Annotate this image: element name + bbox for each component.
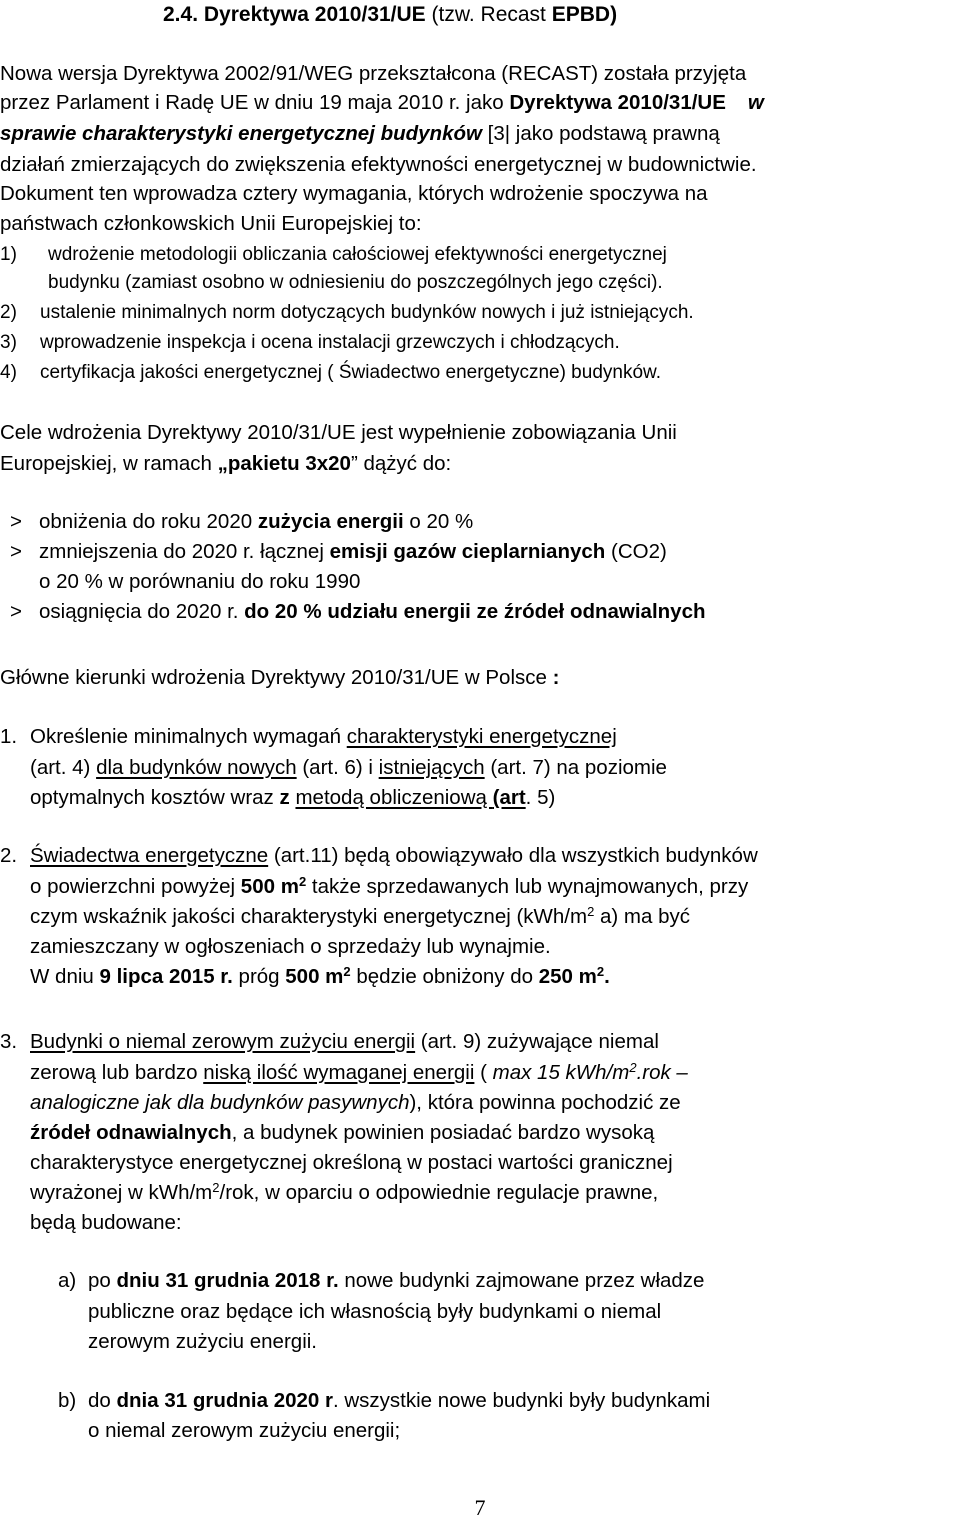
intro-line-3: sprawie charakterystyki energetycznej budynków [3| jako podstawą prawną [0, 122, 720, 145]
deadline-a-line-3: zerowym zużyciu energii. [88, 1330, 317, 1353]
deadline-b-line-2: o niemal zerowym zużyciu energii; [88, 1419, 401, 1442]
goal-item: > osiągnięcia do 2020 r. do 20 % udziału energii ze źródeł odnawialnych [0, 597, 706, 627]
list-item: 2) ustalenie minimalnych norm dotyczących budynków nowych i już istniejących. [0, 302, 694, 323]
section-heading [163, 0, 617, 30]
goal-item-continuation: o 20 % w porównaniu do roku 1990 [39, 570, 361, 593]
intro-line-1: Nowa wersja Dyrektywa 2002/91/WEG przekształcona (RECAST) została przyjęta [0, 62, 747, 85]
deadline-label: b) [58, 1389, 77, 1412]
point-3-line-2: zerową lub bardzo niską ilość wymaganej energii ( max 15 kWh/$m^2.rok$ – [30, 1060, 688, 1084]
point-2-line-2: o powierzchni powyżej 500 $m^2$ także sprzedawanych lub wynajmowanych, przy [30, 874, 749, 898]
point-2-line-3: czym wskaźnik jakości charakterystyki energetycznej ($kWh/m^2$ a) ma być [30, 904, 691, 928]
deadline-a-line-2: publiczne oraz będące ich własnością były budynkami o niemal [88, 1300, 662, 1323]
section-title: Dyrektywa 2010/31/UE [203, 3, 426, 26]
point-3-line-6: wyrażonej w kWh/$m^2$/rok, w oparciu o odpowiednie regulacje prawne, [30, 1180, 659, 1204]
goal-item: > zmniejszenia do 2020 r. łącznej emisji gazów cieplarnianych (CO2) [0, 537, 667, 567]
point-3-line-5: charakterystyce energetycznej określoną w postaci wartości granicznej [30, 1151, 673, 1174]
deadline-label: a) [58, 1269, 77, 1292]
goals-intro-line-2: Europejskiej, w ramach „pakietu 3x20” dążyć do: [0, 452, 452, 475]
point-1-line-2: (art. 4) dla budynków nowych (art. 6) i istniejących (art. 7) na poziomie [30, 756, 667, 779]
point-1-line-3: optymalnych kosztów wraz z metodą obliczeniową (art. 5) [30, 786, 556, 809]
list-item: 4) certyfikacja jakości energetycznej ( Świadectwo energetyczne) budynków. [0, 362, 661, 383]
point-number: 3. [0, 1030, 18, 1053]
point-2-line-1: 2. Świadectwa energetyczne (art.11) będą obowiązywało dla wszystkich budynków [0, 841, 758, 871]
intro-line-4: działań zmierzających do zwiększenia efektywności energetycznej w budownictwie. [0, 153, 757, 176]
section-alias: (tzw. Recast [431, 3, 546, 26]
intro-line-2: przez Parlament i Radę UE w dniu 19 maja 2010 r. jako Dyrektywa 2010/31/UE w [0, 91, 764, 114]
intro-line-5: Dokument ten wprowadza cztery wymagania, których wdrożenie spoczywa na [0, 182, 708, 205]
point-3-line-7: będą budowane: [30, 1211, 182, 1234]
section-alias-bold: EPBD) [551, 3, 618, 26]
point-3-line-3: analogiczne jak dla budynków pasywnych), która powinna pochodzić ze [30, 1091, 681, 1114]
page-number: 7 [474, 1495, 486, 1520]
goal-marker: > [10, 540, 22, 563]
list-item: 1) wdrożenie metodologii obliczania całościowej efektywności energetycznej [0, 244, 667, 265]
list-item: 3) wprowadzenie inspekcja i ocena instalacji grzewczych i chłodzących. [0, 332, 620, 353]
intro-line-6: państwach członkowskich Unii Europejskiej to: [0, 212, 422, 235]
goal-item: > obniżenia do roku 2020 zużycia energii o 20 % [0, 507, 473, 537]
point-number: 1. [0, 725, 18, 748]
point-number: 2. [0, 844, 18, 867]
goals-intro-line-1: Cele wdrożenia Dyrektywy 2010/31/UE jest wypełnienie zobowiązania Unii [0, 421, 677, 444]
goal-marker: > [10, 600, 22, 623]
point-2-line-5: W dniu 9 lipca 2015 r. próg 500 $m^2$ będzie obniżony do 250 $m^2$. [30, 964, 610, 988]
point-2-line-4: zamieszczany w ogłoszeniach o sprzedaży lub wynajmie. [30, 935, 551, 958]
deadline-b-line-1: b) do dnia 31 grudnia 2020 r. wszystkie nowe budynki były budynkami [58, 1386, 710, 1416]
point-3-line-4: źródeł odnawialnych, a budynek powinien posiadać bardzo wysoką [30, 1121, 655, 1144]
directions-title: Główne kierunki wdrożenia Dyrektywy 2010/31/UE w Polsce : [0, 666, 560, 689]
point-3-line-1: 3. Budynki o niemal zerowym zużyciu energii (art. 9) zużywające niemal [0, 1027, 659, 1057]
goal-marker: > [10, 510, 22, 533]
point-1-line-1: 1. Określenie minimalnych wymagań charakterystyki energetycznej [0, 722, 617, 752]
section-number: 2.4. [163, 3, 199, 26]
deadline-a-line-1: a) po dniu 31 grudnia 2018 r. nowe budynki zajmowane przez władze [58, 1266, 704, 1296]
list-item-continuation: budynku (zamiast osobno w odniesieniu do poszczególnych jego części). [48, 272, 663, 293]
